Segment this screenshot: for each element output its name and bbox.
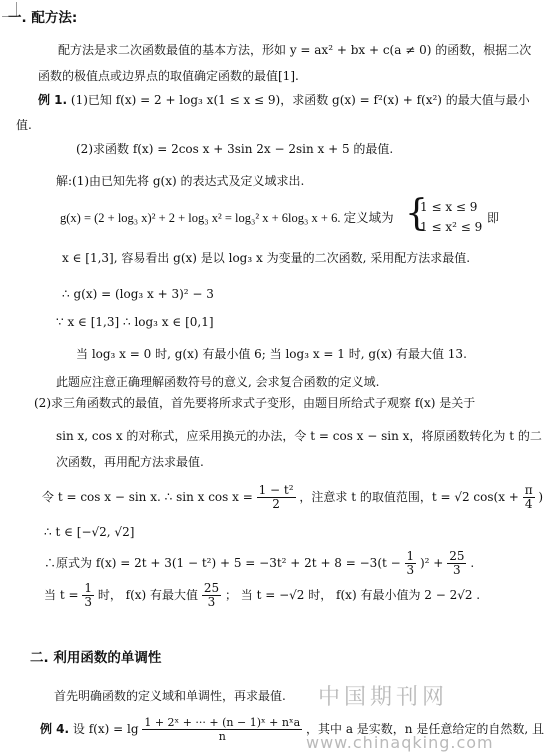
domain-conclusion: x ∈ [1,3], 容易看出 g(x) 是以 log₃ x 为变量的二次函数, 采用配方法求最值. [62, 251, 471, 265]
fraction-numerator: 1 [84, 581, 92, 595]
example4-suffix: ，其中 a 是实数，n 是任意给定的自然数, 且 [306, 722, 544, 736]
extremum-middle: 时， f(x) 有最大值 [97, 588, 199, 602]
fraction-one-third [405, 550, 417, 577]
fraction-denominator: 2 [272, 497, 280, 511]
fraction-denominator: 3 [453, 563, 461, 577]
gx-completed-square: ∴ g(x) = (log₃ x + 3)² − 3 [62, 287, 214, 301]
fraction-numerator: 1 [406, 549, 415, 563]
substitution-line [42, 482, 543, 512]
original-expression-line [44, 548, 474, 578]
fraction-t-one-third [82, 582, 94, 609]
note-composite-function: 此题应注意正确理解函数符号的意义, 会求复合函数的定义域. [56, 375, 380, 389]
fraction-denominator: 4 [524, 497, 533, 511]
extremum-prefix: 当 t = [44, 588, 79, 602]
example4-label: 例 4. [40, 722, 70, 736]
min-max-result: 当 log₃ x = 0 时, g(x) 有最小值 6; 当 log₃ x = 1 时, g(x) 有最大值 13. [76, 347, 467, 361]
fraction-denominator: n [218, 730, 226, 743]
domain-ji: 即 [487, 211, 500, 225]
intro-paragraph-line1: 配方法是求二次函数最值的基本方法，形如 y = ax² + bx + c(a ≠ 0) 的函数，根据二次 [58, 43, 532, 57]
fraction-max-25-thirds [202, 582, 221, 609]
example1-part2-text: (2)求函数 f(x) = 2cos x + 3sin 2x − 2sin x + 5 的最值. [76, 142, 394, 156]
example4-prefix: 设 f(x) = lg [72, 722, 139, 736]
t-range: ∴ t ∈ [−√2, √2] [44, 525, 135, 539]
fraction-numerator: 25 [203, 581, 220, 595]
fraction-numerator: 1 − t² [258, 483, 294, 497]
fraction-denominator: 3 [207, 595, 216, 609]
fraction-numerator: 25 [449, 549, 465, 563]
original-prefix: ∴原式为 f(x) = 2t + 3(1 − t²) + 5 = −3t² + 2t + 8 = −3(t − [44, 556, 401, 570]
section-heading-monotonicity: 二. 利用函数的单调性 [30, 650, 162, 666]
substitution-suffix: ) [538, 490, 544, 504]
solution-intro: 解:(1)由已知先将 g(x) 的表达式及定义域求出. [56, 174, 305, 188]
since-therefore-line: ∵ x ∈ [1,3] ∴ log₃ x ∈ [0,1] [56, 315, 214, 329]
watermark-url: www.chinaqking.com [306, 733, 494, 752]
fraction-sinxcosx [257, 484, 296, 511]
example1-label: 例 1. [38, 93, 68, 107]
part2-paragraph-line2: sin x, cos x 的对称式，应采用换元的办法，令 t = cos x − sin x，将原函数转化为 t 的二 [56, 429, 542, 443]
part2-paragraph-line1: (2)求三角函数式的最值，首先要将所求式子变形，由题目所给式子观察 f(x) 是关于 [34, 396, 476, 410]
fraction-pi-over-4 [523, 484, 535, 511]
watermark-chinese: 中国期刊网 [318, 685, 449, 710]
fraction-denominator: 3 [84, 595, 92, 609]
extremum-line [44, 580, 480, 610]
monotonicity-intro: 首先明确函数的定义域和单调性，再求最值. [54, 689, 286, 703]
section-heading-completing-square: 一. 配方法: [8, 10, 78, 26]
fraction-numerator: 1 + 2ˣ + ··· + (n − 1)ˣ + nˣa [144, 716, 301, 729]
example4-line [40, 714, 544, 744]
example1-question-line1 [38, 92, 530, 108]
domain-condition-1: 1 ≤ x ≤ 9 [420, 200, 478, 214]
gx-expression: g(x) = (2 + log₃ x)² + 2 + log₃ x² = log₃² x + 6log₃ x + 6. 定义域为 [60, 211, 394, 225]
original-middle: )² + [420, 556, 444, 570]
intro-paragraph-line2: 函数的极值点或边界点的取值确定函数的最值[1]. [38, 69, 299, 83]
domain-condition-2: 1 ≤ x² ≤ 9 [420, 220, 483, 234]
part2-paragraph-line3: 次函数，再用配方法求最值. [56, 455, 204, 469]
example1-part1-text: (1)已知 f(x) = 2 + log₃ x(1 ≤ x ≤ 9)，求函数 g(x) = f²(x) + f(x²) 的最大值与最小 [70, 93, 530, 107]
fraction-denominator: 3 [406, 563, 415, 577]
original-suffix: . [470, 556, 475, 570]
domain-brace: { [405, 193, 428, 234]
example1-question-line2: 值. [16, 118, 32, 132]
substitution-prefix: 令 t = cos x − sin x. ∴ sin x cos x = [42, 490, 253, 504]
substitution-middle: ，注意求 t 的取值范围，t = √2 cos(x + [299, 490, 519, 504]
fraction-numerator: π [524, 483, 533, 497]
fraction-25-thirds [447, 550, 466, 577]
extremum-suffix: ； 当 t = −√2 时， f(x) 有最小值为 2 − 2√2 . [224, 588, 481, 602]
fraction-lg-argument [142, 716, 302, 743]
